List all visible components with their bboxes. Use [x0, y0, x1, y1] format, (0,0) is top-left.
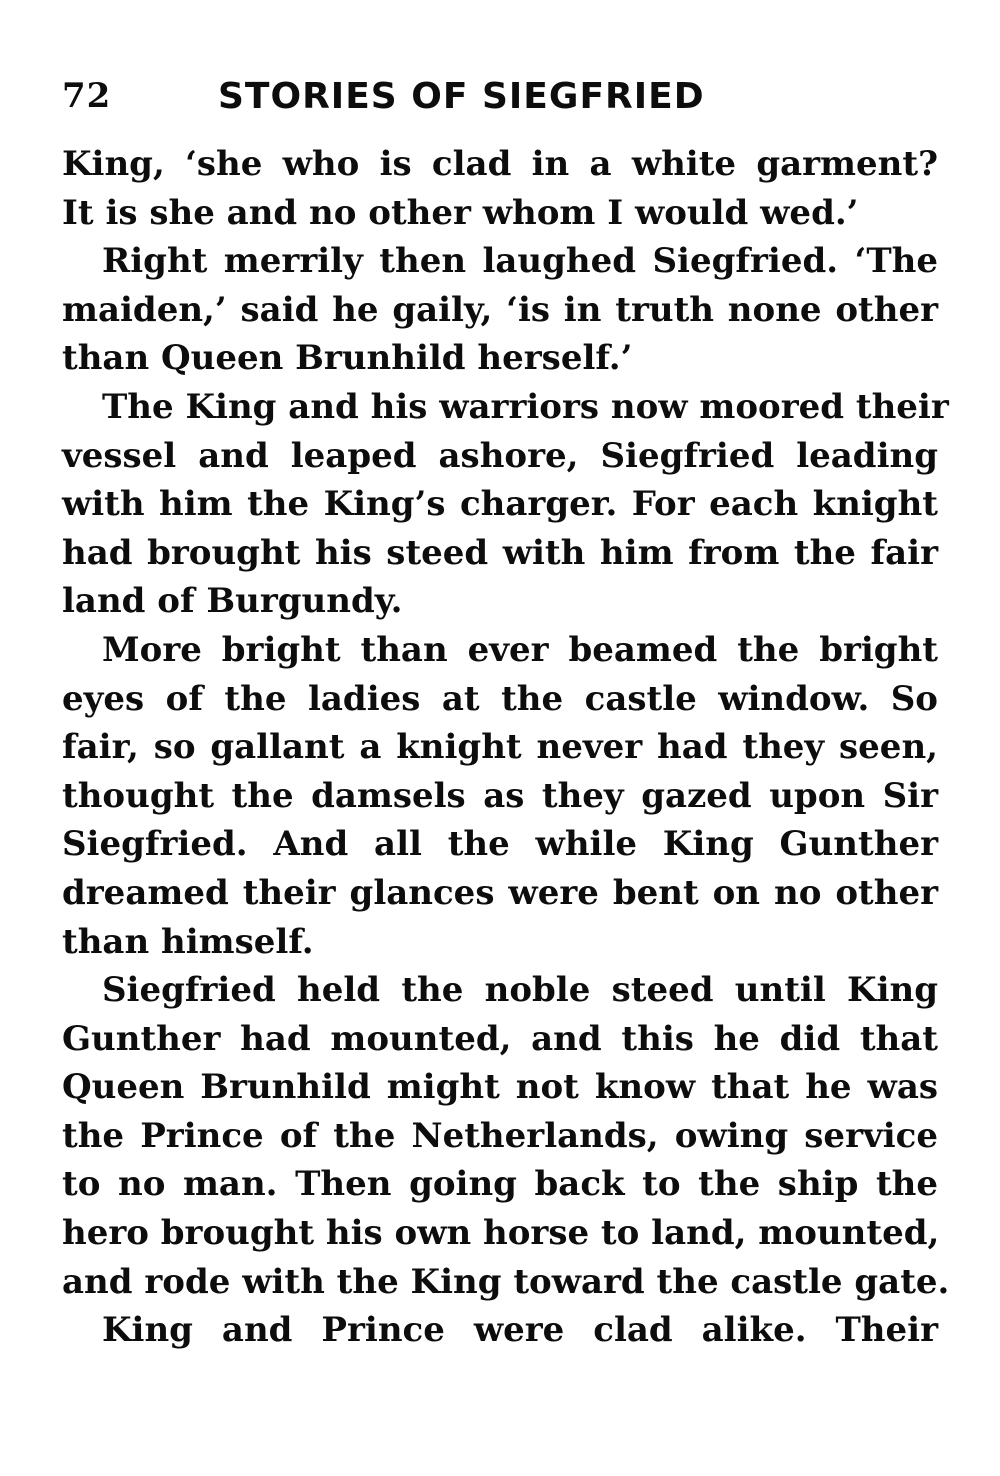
text-line: the Prince of the Netherlands, owing service	[62, 1115, 938, 1156]
text-line: Gunther had mounted, and this he did that	[62, 1018, 938, 1059]
text-line: than himself.	[62, 921, 314, 962]
text-line: King and Prince were clad alike. Their	[102, 1310, 938, 1351]
text-line: eyes of the ladies at the castle window. So	[62, 678, 938, 719]
text-line: fair, so gallant a knight never had they seen,	[62, 727, 938, 768]
text-line: dreamed their glances were bent on no other	[62, 872, 938, 913]
page-header	[62, 76, 942, 126]
text-line: with him the King’s charger. For each knight	[62, 484, 938, 525]
text-line: thought the damsels as they gazed upon Sir	[62, 775, 938, 816]
text-line: Siegfried held the noble steed until King	[102, 970, 938, 1011]
text-line: Right merrily then laughed Siegfried. ‘The	[102, 241, 938, 282]
text-line: It is she and no other whom I would wed.’	[62, 192, 859, 233]
text-line: had brought his steed with him from the fair	[62, 532, 938, 573]
text-line: Queen Brunhild might not know that he was	[62, 1067, 938, 1108]
text-line: King, ‘she who is clad in a white garment?	[62, 144, 938, 184]
running-title: STORIES OF SIEGFRIED	[218, 76, 705, 117]
text-line: to no man. Then going back to the ship the	[62, 1164, 938, 1205]
text-line: hero brought his own horse to land, mounted,	[62, 1213, 940, 1254]
text-line: and rode with the King toward the castle gate.	[62, 1261, 950, 1302]
text-line: Siegfried. And all the while King Gunther	[62, 824, 938, 865]
text-line: than Queen Brunhild herself.’	[62, 338, 633, 379]
text-line: More bright than ever beamed the bright	[102, 629, 938, 670]
page-number: 72	[62, 76, 112, 116]
text-line: vessel and leaped ashore, Siegfried leading	[62, 435, 938, 476]
text-line: maiden,’ said he gaily, ‘is in truth none other	[62, 289, 938, 330]
text-line: The King and his warriors now moored their	[102, 386, 949, 427]
body-text	[62, 140, 950, 1355]
text-line: land of Burgundy.	[62, 581, 403, 622]
